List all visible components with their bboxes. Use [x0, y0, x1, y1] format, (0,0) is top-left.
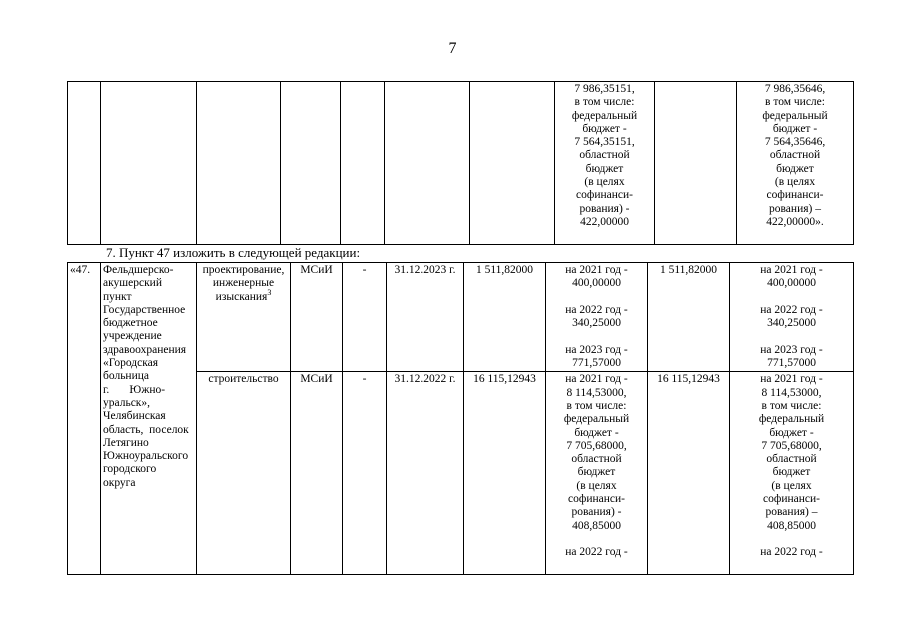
previous-item-continuation-table [67, 81, 854, 245]
page-number: 7 [448, 40, 457, 57]
financing-design-2: на 2021 год - 400,00000 на 2022 год - 340,25000 на 2023 год - 771,57000 [730, 263, 854, 372]
footnote-mark: 3 [267, 287, 272, 297]
empty-cell [68, 82, 101, 245]
cost-design: 1 511,82000 [464, 263, 546, 372]
empty-cell [385, 82, 470, 245]
customer-design: МСиИ [291, 263, 343, 372]
empty-cell [655, 82, 737, 245]
dash-design: - [343, 263, 387, 372]
empty-cell [281, 82, 341, 245]
financing-cell-prev: 7 986,35151, в том числе: федеральный бюджет - 7 564,35151, областной бюджет (в целях софинанси- рования) - 422,00000 [555, 82, 655, 245]
object-name: Фельдшерско- акушерский пункт Государственное бюджетное учреждение здравоохранения «Городская больница г. Южно- уральск», Челябинская область, поселок Летягино Южноуральского городского округа [101, 263, 197, 575]
item-47-table [67, 262, 854, 575]
empty-cell [470, 82, 555, 245]
work-type-design: проектирование, инженерные изыскания$^3$ [197, 263, 291, 372]
empty-cell [101, 82, 197, 245]
amendment-instruction: 7. Пункт 47 изложить в следующей редакции: [106, 245, 361, 260]
item-number: «47. [68, 263, 101, 575]
financing-cell-prev-2: 7 986,35646, в том числе: федеральный бюджет - 7 564,35646, областной бюджет (в целях софинанси- рования) – 422,00000». [737, 82, 854, 245]
financing-construction: на 2021 год - 8 114,53000, в том числе: федеральный бюджет - 7 705,68000, областной бюджет (в целях софинанси- рования) - 408,85000 на 2022 год - [546, 372, 648, 575]
cost-construction-2: 16 115,12943 [648, 372, 730, 575]
cost-construction: 16 115,12943 [464, 372, 546, 575]
cost-design-2: 1 511,82000 [648, 263, 730, 372]
deadline-construction: 31.12.2022 г. [387, 372, 464, 575]
dash-construction: - [343, 372, 387, 575]
empty-cell [341, 82, 385, 245]
financing-construction-2: на 2021 год - 8 114,53000, в том числе: федеральный бюджет - 7 705,68000, областной бюджет (в целях софинанси- рования) – 408,85000 на 2022 год - [730, 372, 854, 575]
customer-construction: МСиИ [291, 372, 343, 575]
work-type-construction: строительство [197, 372, 291, 575]
financing-design: на 2021 год - 400,00000 на 2022 год - 340,25000 на 2023 год - 771,57000 [546, 263, 648, 372]
deadline-design: 31.12.2023 г. [387, 263, 464, 372]
empty-cell [197, 82, 281, 245]
